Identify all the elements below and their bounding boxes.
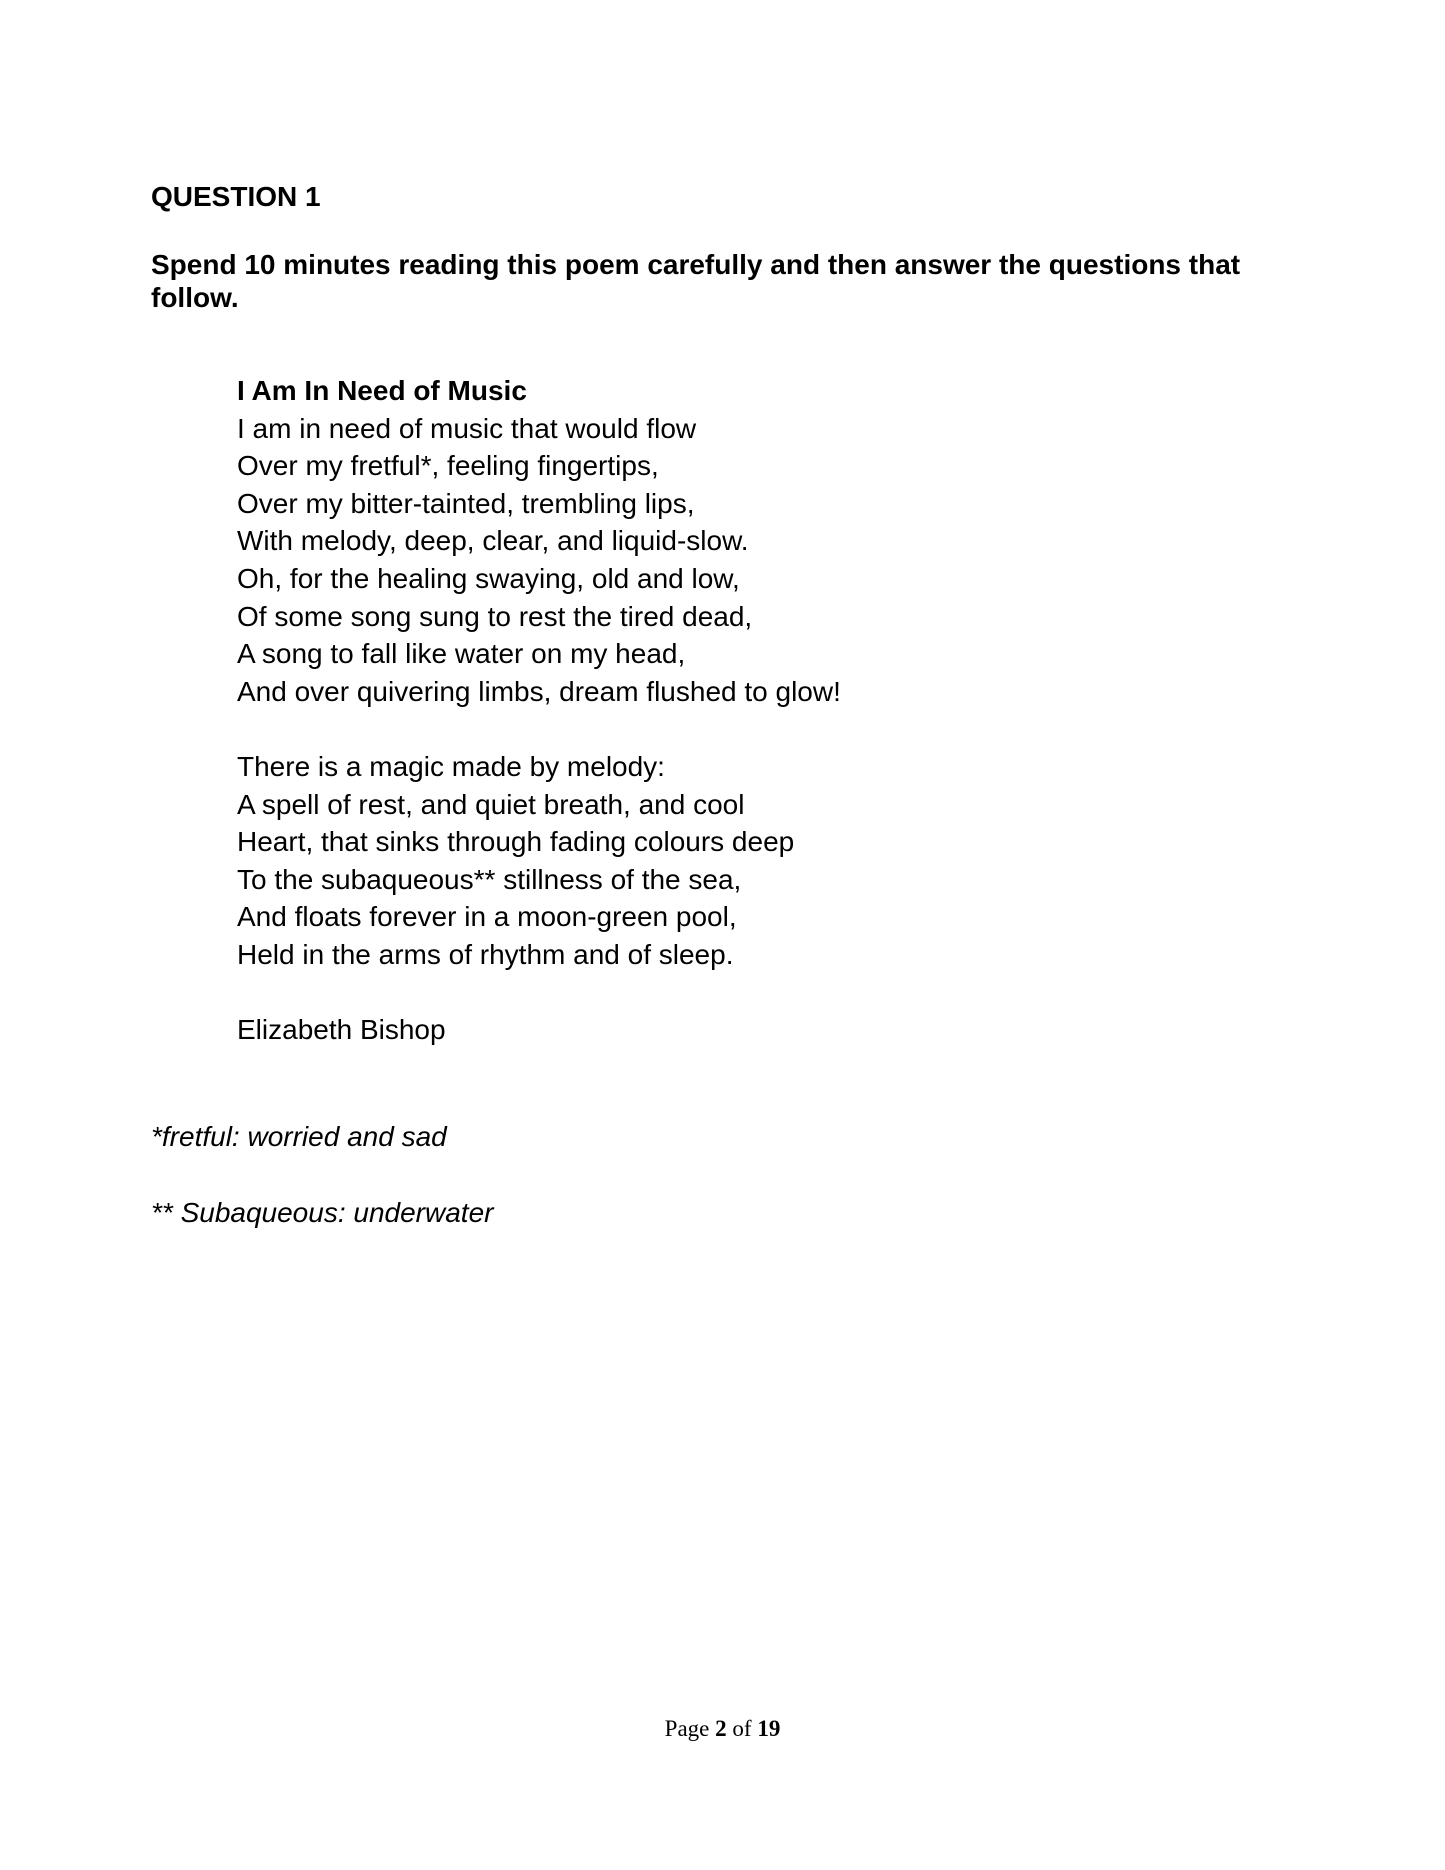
poem-line: Over my fretful*, feeling fingertips, xyxy=(237,450,659,482)
current-page: 2 xyxy=(715,1716,727,1741)
poem-line: Held in the arms of rhythm and of sleep. xyxy=(237,938,734,970)
poem-line: Over my bitter-tainted, trembling lips, xyxy=(237,487,695,519)
poem-line: There is a magic made by melody: xyxy=(237,750,665,782)
poem-line: To the subaqueous** stillness of the sea, xyxy=(237,863,742,895)
poem-stanza-1 xyxy=(237,410,1137,711)
poem-line: And over quivering limbs, dream flushed to glow! xyxy=(237,675,841,707)
poem-line: Heart, that sinks through fading colours deep xyxy=(237,826,795,858)
page-label: Page xyxy=(664,1716,710,1741)
footnote-fretful: *fretful: worried and sad xyxy=(151,1121,447,1152)
page-number xyxy=(0,1714,1445,1744)
total-pages: 19 xyxy=(757,1716,781,1741)
stanza-spacer xyxy=(237,974,1137,1012)
poem-stanza-2 xyxy=(237,748,1137,974)
poem-line: A song to fall like water on my head, xyxy=(237,638,686,670)
page-of-label: of xyxy=(732,1716,752,1741)
poem-title: I Am In Need of Music xyxy=(237,375,527,406)
poem-author: Elizabeth Bishop xyxy=(237,1014,446,1046)
poem xyxy=(237,372,1137,1049)
poem-line: A spell of rest, and quiet breath, and cool xyxy=(237,788,745,820)
footnotes xyxy=(151,1120,493,1272)
footnote-subaqueous: ** Subaqueous: underwater xyxy=(151,1197,494,1228)
poem-line: And floats forever in a moon-green pool, xyxy=(237,901,737,933)
question-heading: QUESTION 1 xyxy=(151,181,321,212)
poem-line: With melody, deep, clear, and liquid-slow. xyxy=(237,525,749,557)
question-instruction: Spend 10 minutes reading this poem carefully and then answer the questions that follow. xyxy=(151,249,1241,313)
poem-line: Of some song sung to rest the tired dead, xyxy=(237,600,753,632)
stanza-spacer xyxy=(237,710,1137,748)
poem-line: I am in need of music that would flow xyxy=(237,412,697,444)
poem-line: Oh, for the healing swaying, old and low, xyxy=(237,562,740,594)
